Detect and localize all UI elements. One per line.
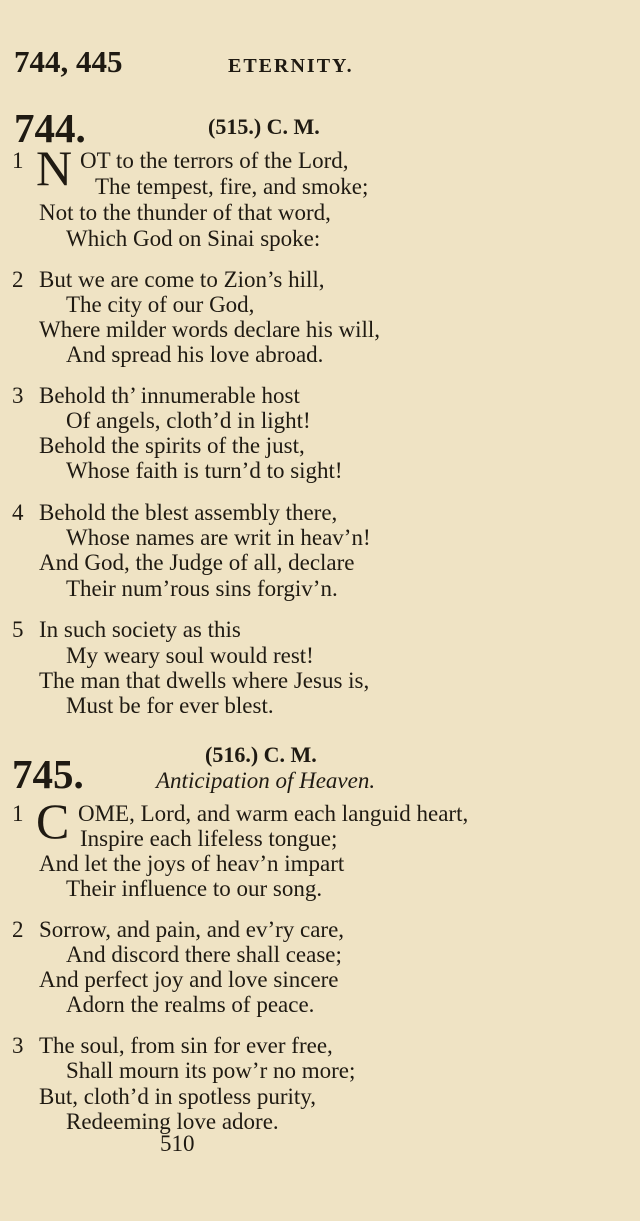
stanza-number: 3 <box>12 1033 24 1058</box>
verse-line: In such society as this <box>39 617 241 642</box>
verse-line: Of angels, cloth’d in light! <box>66 408 311 433</box>
verse-line: Inspire each lifeless tongue; <box>80 826 338 851</box>
verse-line: The man that dwells where Jesus is, <box>39 668 370 693</box>
stanza-number: 5 <box>12 617 24 642</box>
drop-cap: N <box>36 140 73 196</box>
verse-line: Which God on Sinai spoke: <box>66 226 321 251</box>
page-number: 510 <box>160 1131 195 1156</box>
verse-line: The tempest, fire, and smoke; <box>95 174 369 199</box>
stanza-number: 2 <box>12 267 24 292</box>
verse-line: OT to the terrors of the Lord, <box>80 148 349 173</box>
verse-line: Redeeming love adore. <box>66 1109 279 1134</box>
verse-line: OME, Lord, and warm each languid heart, <box>78 801 469 826</box>
verse-line: Their influence to our song. <box>66 876 323 901</box>
verse-line: And spread his love abroad. <box>66 342 324 367</box>
header-title: ETERNITY. <box>228 55 354 77</box>
verse-line: And discord there shall cease; <box>66 942 342 967</box>
verse-line: But we are come to Zion’s hill, <box>39 267 325 292</box>
verse-line: Whose names are writ in heav’n! <box>66 525 371 550</box>
verse-line: Shall mourn its pow’r no more; <box>66 1058 356 1083</box>
header-hymn-numbers: 744, 445 <box>14 44 123 79</box>
verse-line: And let the joys of heav’n impart <box>39 851 345 876</box>
verse-line: And God, the Judge of all, declare <box>39 550 355 575</box>
verse-line: Adorn the realms of peace. <box>66 992 315 1017</box>
stanza-number: 1 <box>12 801 24 826</box>
hymn-number-745: 745. <box>12 751 84 797</box>
verse-line: And perfect joy and love sincere <box>39 967 339 992</box>
verse-line: Behold the blest assembly there, <box>39 500 338 525</box>
stanza-number: 3 <box>12 383 24 408</box>
hymn-number-744: 744. <box>14 105 86 151</box>
verse-line: Behold the spirits of the just, <box>39 433 305 458</box>
verse-line: My weary soul would rest! <box>66 643 314 668</box>
verse-line: But, cloth’d in spotless purity, <box>39 1084 317 1109</box>
stanza-number: 1 <box>12 148 24 173</box>
hymn-744-meter: (515.) C. M. <box>208 114 320 139</box>
verse-line: Whose faith is turn’d to sight! <box>66 458 343 483</box>
drop-cap: C <box>36 793 70 849</box>
verse-line: Sorrow, and pain, and ev’ry care, <box>39 917 345 942</box>
stanza-number: 2 <box>12 917 24 942</box>
stanza-number: 4 <box>12 500 24 525</box>
verse-line: The soul, from sin for ever free, <box>39 1033 333 1058</box>
verse-line: Not to the thunder of that word, <box>39 200 331 225</box>
verse-line: Behold th’ innumerable host <box>39 383 300 408</box>
hymn-745-subtitle: Anticipation of Heaven. <box>156 768 376 793</box>
verse-line: Must be for ever blest. <box>66 693 274 718</box>
hymn-745-meter: (516.) C. M. <box>205 742 317 767</box>
verse-line: Their num’rous sins forgiv’n. <box>66 576 338 601</box>
verse-line: Where milder words declare his will, <box>39 317 381 342</box>
verse-line: The city of our God, <box>66 292 255 317</box>
